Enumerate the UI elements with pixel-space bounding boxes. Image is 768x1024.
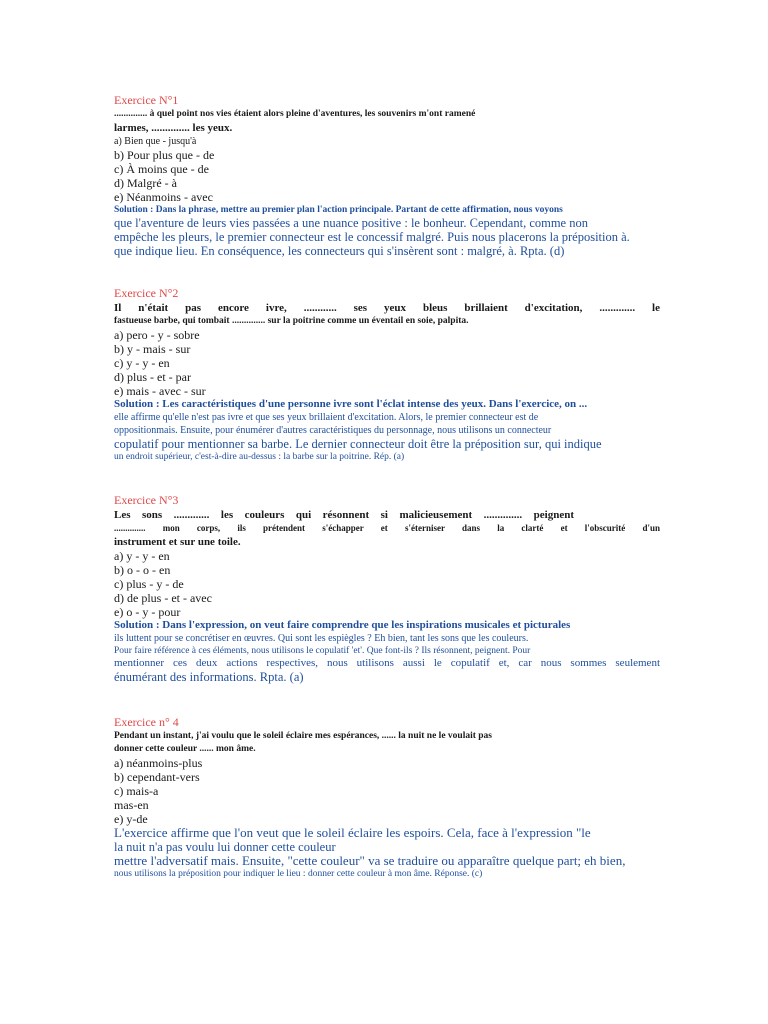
exercise-4-option-c: c) mais-a xyxy=(114,784,159,798)
exercise-3-solution-line-3: Pour faire référence à ces éléments, nous utilisons le copulatif 'et'. Que font-ils ? Ils résonnent, peignent. Pour xyxy=(114,646,531,656)
exercise-3-title: Exercice N°3 xyxy=(114,493,179,507)
exercise-4-option-a: a) néanmoins-plus xyxy=(114,756,203,770)
exercise-2-option-e: e) mais - avec - sur xyxy=(114,384,206,398)
exercise-1-option-e: e) Néanmoins - avec xyxy=(114,190,213,204)
exercise-2-solution-line-1: Solution : Les caractéristiques d'une personne ivre sont l'éclat intense des yeux. Dans l'exercice, on ... xyxy=(114,398,588,410)
exercise-1-option-c: c) À moins que - de xyxy=(114,162,209,176)
exercise-1-question-line-2: larmes, .............. les yeux. xyxy=(114,122,233,134)
exercise-4-title: Exercice n° 4 xyxy=(114,715,179,729)
exercise-2-option-a: a) pero - y - sobre xyxy=(114,328,200,342)
exercise-2-option-c: c) y - y - en xyxy=(114,356,170,370)
exercise-1-question-line-1: .............. à quel point nos vies étaient alors pleine d'aventures, les souvenirs m'ont ramené xyxy=(114,109,476,119)
exercise-3-option-a: a) y - y - en xyxy=(114,549,170,563)
exercise-1-solution-line-3: empêche les pleurs, le premier connecteur est le concessif malgré. Puis nous placerons la préposition à. xyxy=(114,230,630,244)
exercise-4-question-line-1: Pendant un instant, j'ai voulu que le soleil éclaire mes espérances, ...... la nuit ne le voulait pas xyxy=(114,731,492,741)
exercise-1-solution-line-1: Solution : Dans la phrase, mettre au premier plan l'action principale. Partant de cette affirmation, nous voyons xyxy=(114,205,563,215)
exercise-3-question-line-2: .............. mon corps, ils prétendent s'échapper et s'éterniser dans la clarté et l'obscurité d'un xyxy=(114,523,660,533)
exercise-1-option-a: a) Bien que - jusqu'à xyxy=(114,136,197,147)
exercise-4-option-e: e) y-de xyxy=(114,812,148,826)
exercise-2-title: Exercice N°2 xyxy=(114,286,179,300)
exercise-4-solution-line-3: mettre l'adversatif mais. Ensuite, "cette couleur" va se traduire ou apparaître quelque part; eh bien, xyxy=(114,853,626,868)
exercise-1-option-b: b) Pour plus que - de xyxy=(114,148,215,162)
exercise-4 xyxy=(114,716,660,880)
exercise-3 xyxy=(114,494,660,684)
exercise-1-option-d: d) Malgré - à xyxy=(114,176,177,190)
exercise-2-solution-line-3: oppositionmais. Ensuite, pour énumérer d'autres caractéristiques du personnage, nous utilisons un connecteur xyxy=(114,425,552,436)
exercise-4-solution-line-1: L'exercice affirme que l'on veut que le soleil éclaire les espoirs. Cela, face à l'expression "le xyxy=(114,825,591,840)
exercise-1-title: Exercice N°1 xyxy=(114,93,179,107)
exercise-2-option-d: d) plus - et - par xyxy=(114,370,191,384)
exercise-3-option-e: e) o - y - pour xyxy=(114,605,181,619)
exercise-3-option-c: c) plus - y - de xyxy=(114,577,184,591)
exercise-3-solution-line-5: énumérant des informations. Rpta. (a) xyxy=(114,670,304,684)
exercise-1 xyxy=(114,94,660,258)
exercise-2-solution-line-2: elle affirme qu'elle n'est pas ivre et que ses yeux brillaient d'excitation. Alors, le premier connecteur est de xyxy=(114,412,539,423)
exercise-4-question-line-2: donner cette couleur ...... mon âme. xyxy=(114,744,256,754)
exercise-2-solution-line-4: copulatif pour mentionner sa barbe. Le dernier connecteur doit être la préposition sur, qui indique xyxy=(114,437,602,451)
exercise-4-option-d: mas-en xyxy=(114,798,149,812)
exercise-3-solution-line-1: Solution : Dans l'expression, on veut faire comprendre que les inspirations musicales et picturales xyxy=(114,619,571,631)
exercise-1-solution-line-2: que l'aventure de leurs vies passées a une nuance positive : le bonheur. Cependant, comme non xyxy=(114,216,588,230)
exercise-1-solution-line-4: que indique lieu. En conséquence, les connecteurs qui s'insèrent sont : malgré, à. Rpta. (d) xyxy=(114,244,565,258)
exercise-2-question-line-1: Il n'était pas encore ivre, ............ ses yeux bleus brillaient d'excitation, ............. le xyxy=(114,302,660,314)
exercise-3-question-line-3: instrument et sur une toile. xyxy=(114,536,241,548)
exercise-3-question-line-1: Les sons ............. les couleurs qui résonnent si malicieusement .............. peignent xyxy=(114,509,574,521)
exercise-4-option-b: b) cependant-vers xyxy=(114,770,200,784)
exercise-4-solution-line-2: la nuit n'a pas voulu lui donner cette couleur xyxy=(114,840,336,854)
exercise-3-solution-line-4: mentionner ces deux actions respectives, nous utilisons aussi le copulatif et, car nous sommes seulement xyxy=(114,657,660,669)
exercise-2-solution-line-5: un endroit supérieur, c'est-à-dire au-dessus : la barbe sur la poitrine. Rép. (a) xyxy=(114,452,405,462)
exercise-3-solution-line-2: ils luttent pour se concrétiser en œuvres. Qui sont les espiègles ? Eh bien, tant les sons que les couleurs. xyxy=(114,633,529,644)
exercise-2 xyxy=(114,287,660,463)
exercise-3-option-b: b) o - o - en xyxy=(114,563,171,577)
exercise-4-solution-line-4: nous utilisons la préposition pour indiquer le lieu : donner cette couleur à mon âme. Réponse. (c) xyxy=(114,869,483,879)
exercise-3-option-d: d) de plus - et - avec xyxy=(114,591,212,605)
exercise-2-question-line-2: fastueuse barbe, qui tombait .............. sur la poitrine comme un éventail en soie, palpita. xyxy=(114,316,469,326)
exercise-2-option-b: b) y - mais - sur xyxy=(114,342,191,356)
